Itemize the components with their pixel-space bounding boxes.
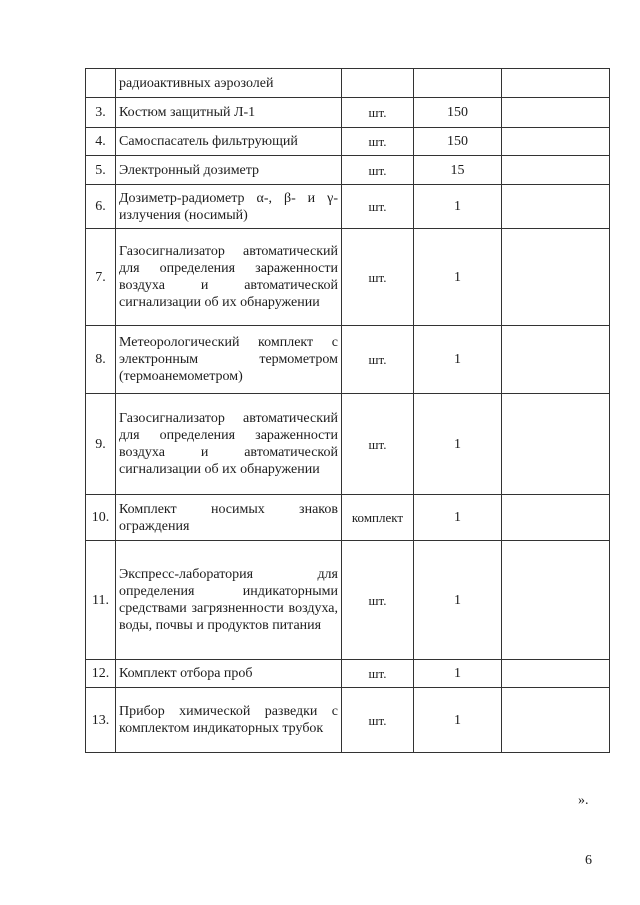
item-unit: шт. <box>342 185 414 229</box>
row-number: 9. <box>86 394 116 495</box>
item-note <box>502 326 610 394</box>
closing-quote: ». <box>578 793 589 808</box>
item-quantity: 1 <box>414 394 502 495</box>
item-quantity: 1 <box>414 688 502 753</box>
item-note <box>502 394 610 495</box>
item-quantity: 150 <box>414 98 502 128</box>
row-number: 8. <box>86 326 116 394</box>
item-name: Прибор химической разведки с комплектом индикаторных трубок <box>116 688 342 753</box>
row-number <box>86 69 116 98</box>
table-row <box>86 156 610 185</box>
item-quantity: 1 <box>414 660 502 688</box>
item-note <box>502 541 610 660</box>
row-number: 10. <box>86 495 116 541</box>
row-number: 3. <box>86 98 116 128</box>
item-unit: шт. <box>342 394 414 495</box>
table-row <box>86 229 610 326</box>
item-note <box>502 660 610 688</box>
item-note <box>502 128 610 156</box>
row-number: 4. <box>86 128 116 156</box>
item-name: Самоспасатель фильтрующий <box>116 128 342 156</box>
item-unit: шт. <box>342 98 414 128</box>
item-quantity: 1 <box>414 326 502 394</box>
table-row <box>86 128 610 156</box>
item-note <box>502 688 610 753</box>
page-number: 6 <box>585 853 592 868</box>
item-name: Газосигнализатор автоматический для определения зараженности воздуха и автоматической сигнализации об их обнаружении <box>116 394 342 495</box>
item-note <box>502 495 610 541</box>
item-name: Комплект отбора проб <box>116 660 342 688</box>
item-unit: комплект <box>342 495 414 541</box>
item-quantity: 15 <box>414 156 502 185</box>
table-row <box>86 660 610 688</box>
equipment-table <box>85 68 610 753</box>
item-name: Комплект носимых знаков ограждения <box>116 495 342 541</box>
item-name: Электронный дозиметр <box>116 156 342 185</box>
row-number: 13. <box>86 688 116 753</box>
item-quantity: 1 <box>414 541 502 660</box>
row-number: 7. <box>86 229 116 326</box>
item-unit: шт. <box>342 541 414 660</box>
item-quantity: 150 <box>414 128 502 156</box>
row-number: 6. <box>86 185 116 229</box>
item-unit <box>342 69 414 98</box>
item-quantity: 1 <box>414 229 502 326</box>
item-quantity: 1 <box>414 495 502 541</box>
row-number: 11. <box>86 541 116 660</box>
row-number: 12. <box>86 660 116 688</box>
item-name: Дозиметр-радиометр α-, β- и γ-излучения (носимый) <box>116 185 342 229</box>
table-row <box>86 688 610 753</box>
item-name: Метеорологический комплект с электронным термометром (термоанемометром) <box>116 326 342 394</box>
table-row <box>86 394 610 495</box>
item-note <box>502 185 610 229</box>
item-unit: шт. <box>342 156 414 185</box>
item-unit: шт. <box>342 660 414 688</box>
item-quantity: 1 <box>414 185 502 229</box>
item-name: радиоактивных аэрозолей <box>116 69 342 98</box>
item-unit: шт. <box>342 326 414 394</box>
table-row <box>86 69 610 98</box>
item-quantity <box>414 69 502 98</box>
item-name: Газосигнализатор автоматический для определения зараженности воздуха и автоматической сигнализации об их обнаружении <box>116 229 342 326</box>
item-note <box>502 229 610 326</box>
table-row <box>86 326 610 394</box>
table-row <box>86 185 610 229</box>
item-name: Костюм защитный Л-1 <box>116 98 342 128</box>
table-row <box>86 495 610 541</box>
item-note <box>502 69 610 98</box>
table-row <box>86 541 610 660</box>
item-unit: шт. <box>342 688 414 753</box>
item-note <box>502 98 610 128</box>
item-name: Экспресс-лаборатория для определения индикаторными средствами загрязненности воздуха, воды, почвы и продуктов питания <box>116 541 342 660</box>
item-note <box>502 156 610 185</box>
table-row <box>86 98 610 128</box>
item-unit: шт. <box>342 128 414 156</box>
row-number: 5. <box>86 156 116 185</box>
item-unit: шт. <box>342 229 414 326</box>
